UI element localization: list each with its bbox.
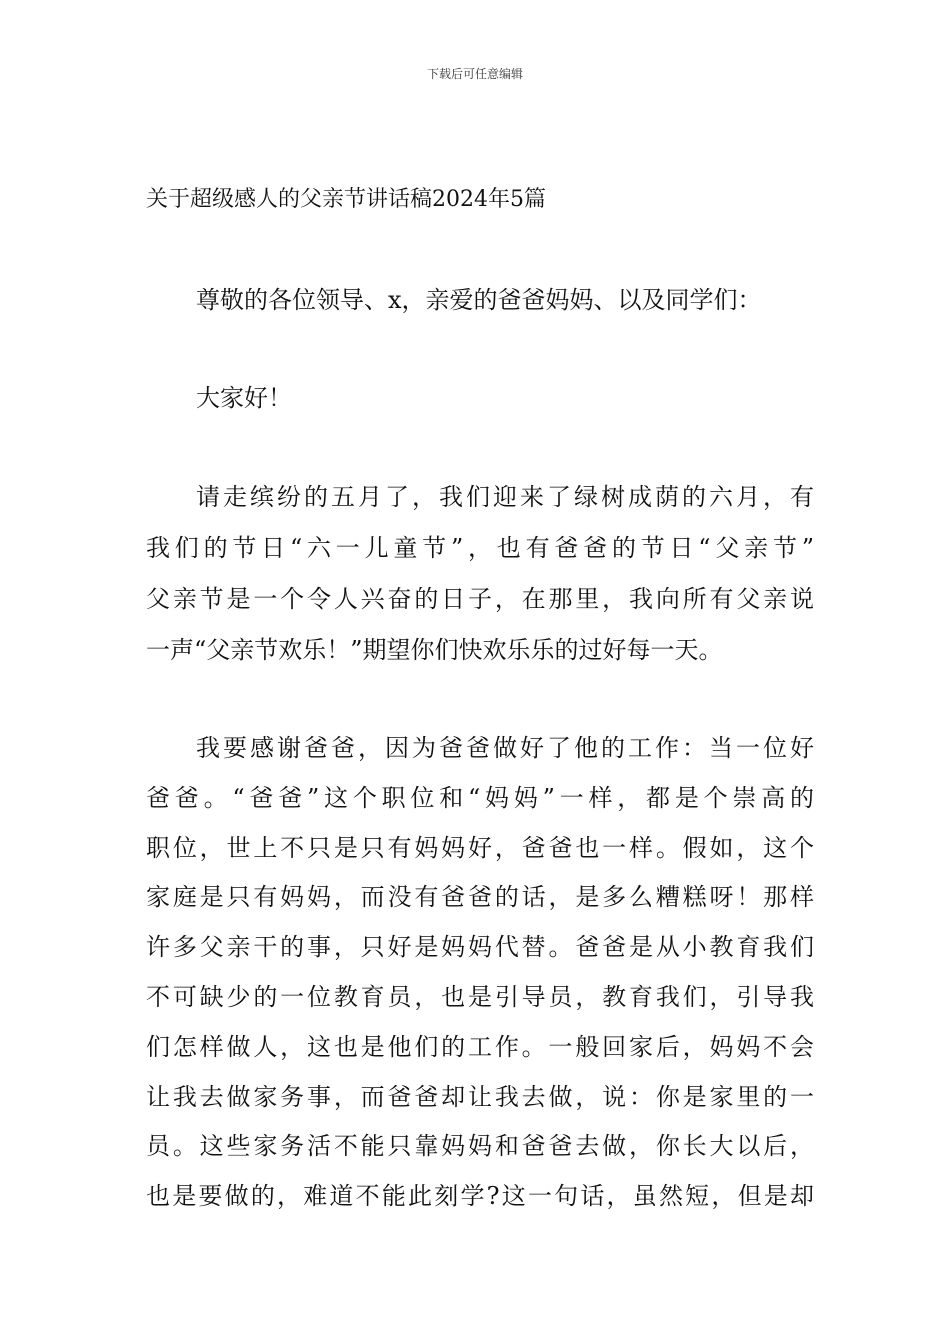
salutation: 尊敬的各位领导、x，亲爱的爸爸妈妈、以及同学们： <box>196 286 762 314</box>
paragraph-line: 一声“父亲节欢乐！”期望你们快欢乐乐的过好每一天。 <box>146 636 723 664</box>
download-note: 下载后可任意编辑 <box>426 67 523 81</box>
paragraph-line: 请走缤纷的五月了，我们迎来了绿树成荫的六月，有 <box>196 483 814 511</box>
paragraph-line: 不可缺少的一位教育员，也是引导员，教育我们，引导我 <box>146 983 814 1011</box>
paragraph-line: 许多父亲干的事，只好是妈妈代替。爸爸是从小教育我们 <box>146 933 814 961</box>
paragraph-line: 我们的节日“六一儿童节”，也有爸爸的节日“父亲节” <box>146 534 814 562</box>
paragraph-line: 也是要做的，难道不能此刻学?这一句话，虽然短，但是却 <box>146 1182 814 1210</box>
document-title: 关于超级感人的父亲节讲话稿2024年5篇 <box>146 187 546 212</box>
paragraph-line: 爸爸。“爸爸”这个职位和“妈妈”一样，都是个崇高的 <box>146 784 814 812</box>
paragraph-line: 们怎样做人，这也是他们的工作。一般回家后，妈妈不会 <box>146 1033 814 1061</box>
paragraph-line: 我要感谢爸爸，因为爸爸做好了他的工作：当一位好 <box>196 734 814 762</box>
paragraph-line: 员。这些家务活不能只靠妈妈和爸爸去做，你长大以后， <box>146 1132 814 1160</box>
paragraph-line: 父亲节是一个令人兴奋的日子，在那里，我向所有父亲说 <box>146 585 814 613</box>
paragraph-line: 让我去做家务事，而爸爸却让我去做，说：你是家里的一 <box>146 1083 814 1111</box>
greeting: 大家好！ <box>196 384 292 412</box>
paragraph-line: 职位，世上不只是只有妈妈好，爸爸也一样。假如，这个 <box>146 834 814 862</box>
paragraph-line: 家庭是只有妈妈，而没有爸爸的话，是多么糟糕呀！那样 <box>146 883 814 911</box>
